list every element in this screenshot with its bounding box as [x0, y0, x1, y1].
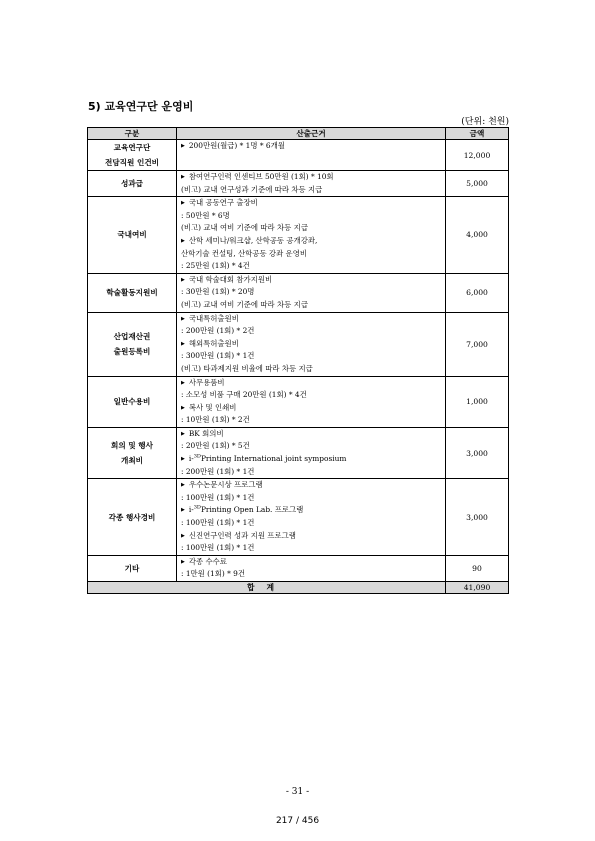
table-row — [88, 427, 509, 478]
detail-line — [181, 184, 445, 197]
line-text: : 100만원 (1회) * 1건 — [181, 543, 255, 553]
detail-line — [181, 389, 445, 402]
table-row — [88, 197, 509, 274]
page-count: 217 / 456 — [275, 816, 320, 826]
category-label: 국내여비 — [117, 230, 147, 240]
line-text: 해외특허출원비 — [188, 338, 239, 348]
line-text: : 1만원 (1회) * 9건 — [181, 569, 246, 579]
line-text: 국내 학술대회 참가지원비 — [188, 274, 273, 284]
category-label: 학술활동지원비 — [106, 288, 158, 298]
category-label: 개최비 — [120, 456, 143, 466]
line-text: : 200만원 (1회) * 1건 — [181, 466, 255, 476]
bullet-item — [181, 402, 445, 415]
bullet-item — [181, 479, 445, 492]
detail-line — [181, 466, 445, 479]
row-basis — [177, 555, 446, 581]
line-text: 국내특허출원비 — [188, 313, 239, 323]
detail-line — [181, 222, 445, 235]
bullet-item — [181, 453, 445, 466]
detail-line — [181, 248, 445, 261]
detail-line — [181, 517, 445, 530]
row-category — [88, 312, 177, 376]
detail-line — [181, 260, 445, 273]
row-amount: 1,000 — [446, 376, 509, 427]
header-amount: 금액 — [446, 128, 509, 140]
row-basis — [177, 197, 446, 274]
line-text: : 25만원 (1회) * 4건 — [181, 261, 250, 271]
header-category: 구분 — [88, 128, 177, 140]
row-amount: 5,000 — [446, 171, 509, 197]
bullet-item — [181, 171, 445, 184]
prefix-text: i- — [188, 505, 194, 515]
detail-line — [181, 492, 445, 505]
category-label: 각종 행사경비 — [108, 512, 156, 522]
line-text: : 50만원 * 6명 — [181, 210, 230, 220]
line-text: 산학기술 컨설팅, 산학공동 강좌 운영비 — [181, 248, 307, 258]
line-text: 우수논문시상 프로그램 — [188, 480, 263, 490]
bullet-item — [181, 197, 445, 210]
page-number: - 31 - — [285, 787, 310, 797]
bullet-item — [181, 504, 445, 517]
bullet-item — [181, 235, 445, 248]
detail-line — [181, 299, 445, 312]
category-label: 전담직원 인건비 — [105, 158, 159, 167]
row-amount: 90 — [446, 555, 509, 581]
row-basis — [177, 171, 446, 197]
line-text: : 20만원 (1회) * 5건 — [181, 441, 250, 451]
line-text: : 소모성 비품 구매 20만원 (1회) * 4건 — [181, 390, 307, 400]
total-label: 합계 — [88, 582, 446, 594]
line-text: 신진연구인력 성과 지원 프로그램 — [188, 530, 296, 540]
total-amount: 41,090 — [446, 582, 509, 594]
line-text: BK 회의비 — [188, 428, 224, 438]
line-text: (비고) 교내 여비 기준에 따라 차등 지급 — [181, 223, 308, 233]
line-text: (비고) 타과제지원 비율에 따라 차등 지급 — [181, 363, 313, 373]
detail-line — [181, 286, 445, 299]
row-basis — [177, 140, 446, 171]
row-basis — [177, 273, 446, 312]
row-category — [88, 555, 177, 581]
table-row — [88, 273, 509, 312]
detail-line — [181, 350, 445, 363]
line-text: : 10만원 (1회) * 2건 — [181, 415, 250, 425]
line-text: : 200만원 (1회) * 2건 — [181, 326, 255, 336]
section-title: 5) 교육연구단 운영비 — [88, 100, 194, 113]
bullet-item — [181, 530, 445, 543]
line-text: (비고) 교내 연구성과 기준에 따라 차등 지급 — [181, 184, 323, 194]
row-amount: 4,000 — [446, 197, 509, 274]
line-text: 복사 및 인쇄비 — [188, 402, 237, 412]
row-amount: 3,000 — [446, 427, 509, 478]
prefix-text: i- — [188, 454, 194, 464]
bullet-item — [181, 377, 445, 390]
line-text: : 30만원 (1회) * 20명 — [181, 287, 255, 297]
category-label: 산업재산권 — [113, 332, 151, 342]
bullet-item — [181, 338, 445, 351]
row-amount: 6,000 — [446, 273, 509, 312]
row-basis — [177, 427, 446, 478]
detail-line — [181, 568, 445, 581]
detail-line — [181, 363, 445, 376]
line-text: 국내 공동연구 출장비 — [188, 198, 258, 208]
bullet-item — [181, 556, 445, 569]
table-row — [88, 376, 509, 427]
detail-line — [181, 325, 445, 338]
line-text: : 100만원 (1회) * 1건 — [181, 518, 255, 528]
row-basis — [177, 312, 446, 376]
table-row — [88, 140, 509, 171]
unit-note: (단위: 천원) — [461, 117, 509, 127]
row-category — [88, 273, 177, 312]
header-basis: 산출근거 — [177, 128, 446, 140]
table-row — [88, 312, 509, 376]
line-text: 참여연구인력 인센티브 50만원 (1회) * 10회 — [188, 172, 334, 181]
budget-table — [87, 127, 509, 594]
bullet-item — [181, 313, 445, 326]
row-category — [88, 427, 177, 478]
line-text: Printing International joint symposium — [200, 454, 347, 464]
line-text: : 100만원 (1회) * 1건 — [181, 492, 255, 502]
header-row — [88, 128, 509, 140]
line-text: 산학 세미나/워크샵, 산학공동 공개강좌, — [188, 235, 318, 245]
category-label: 출원등록비 — [113, 347, 151, 357]
row-category — [88, 197, 177, 274]
bullet-item — [181, 140, 445, 153]
row-category — [88, 140, 177, 171]
row-amount: 7,000 — [446, 312, 509, 376]
line-text: Printing Open Lab. 프로그램 — [200, 505, 304, 515]
line-text: 사무용품비 — [188, 377, 225, 387]
table-body — [88, 140, 509, 582]
category-label: 교육연구단 — [113, 143, 151, 152]
row-basis — [177, 479, 446, 556]
line-text: 200만원(월급) * 1명 * 6개월 — [188, 141, 285, 150]
row-category — [88, 376, 177, 427]
row-basis — [177, 376, 446, 427]
line-text: : 300만원 (1회) * 1건 — [181, 351, 255, 361]
table-row — [88, 555, 509, 581]
row-amount: 12,000 — [446, 140, 509, 171]
table-row — [88, 479, 509, 556]
line-text: (비고) 교내 여비 기준에 따라 차등 지급 — [181, 299, 308, 309]
detail-line — [181, 542, 445, 555]
table-row — [88, 171, 509, 197]
detail-line — [181, 440, 445, 453]
category-label: 기타 — [124, 563, 140, 573]
superscript-text: 3D — [193, 504, 201, 511]
total-row — [88, 582, 509, 594]
detail-line — [181, 414, 445, 427]
detail-line — [181, 210, 445, 223]
bullet-item — [181, 428, 445, 441]
category-label: 성과급 — [120, 179, 143, 189]
line-text: 각종 수수료 — [188, 556, 227, 566]
row-amount: 3,000 — [446, 479, 509, 556]
superscript-text: 3D — [193, 453, 201, 460]
category-label: 회의 및 행사 — [111, 441, 153, 451]
bullet-item — [181, 274, 445, 287]
row-category — [88, 171, 177, 197]
row-category — [88, 479, 177, 556]
category-label: 일반수용비 — [113, 397, 151, 407]
